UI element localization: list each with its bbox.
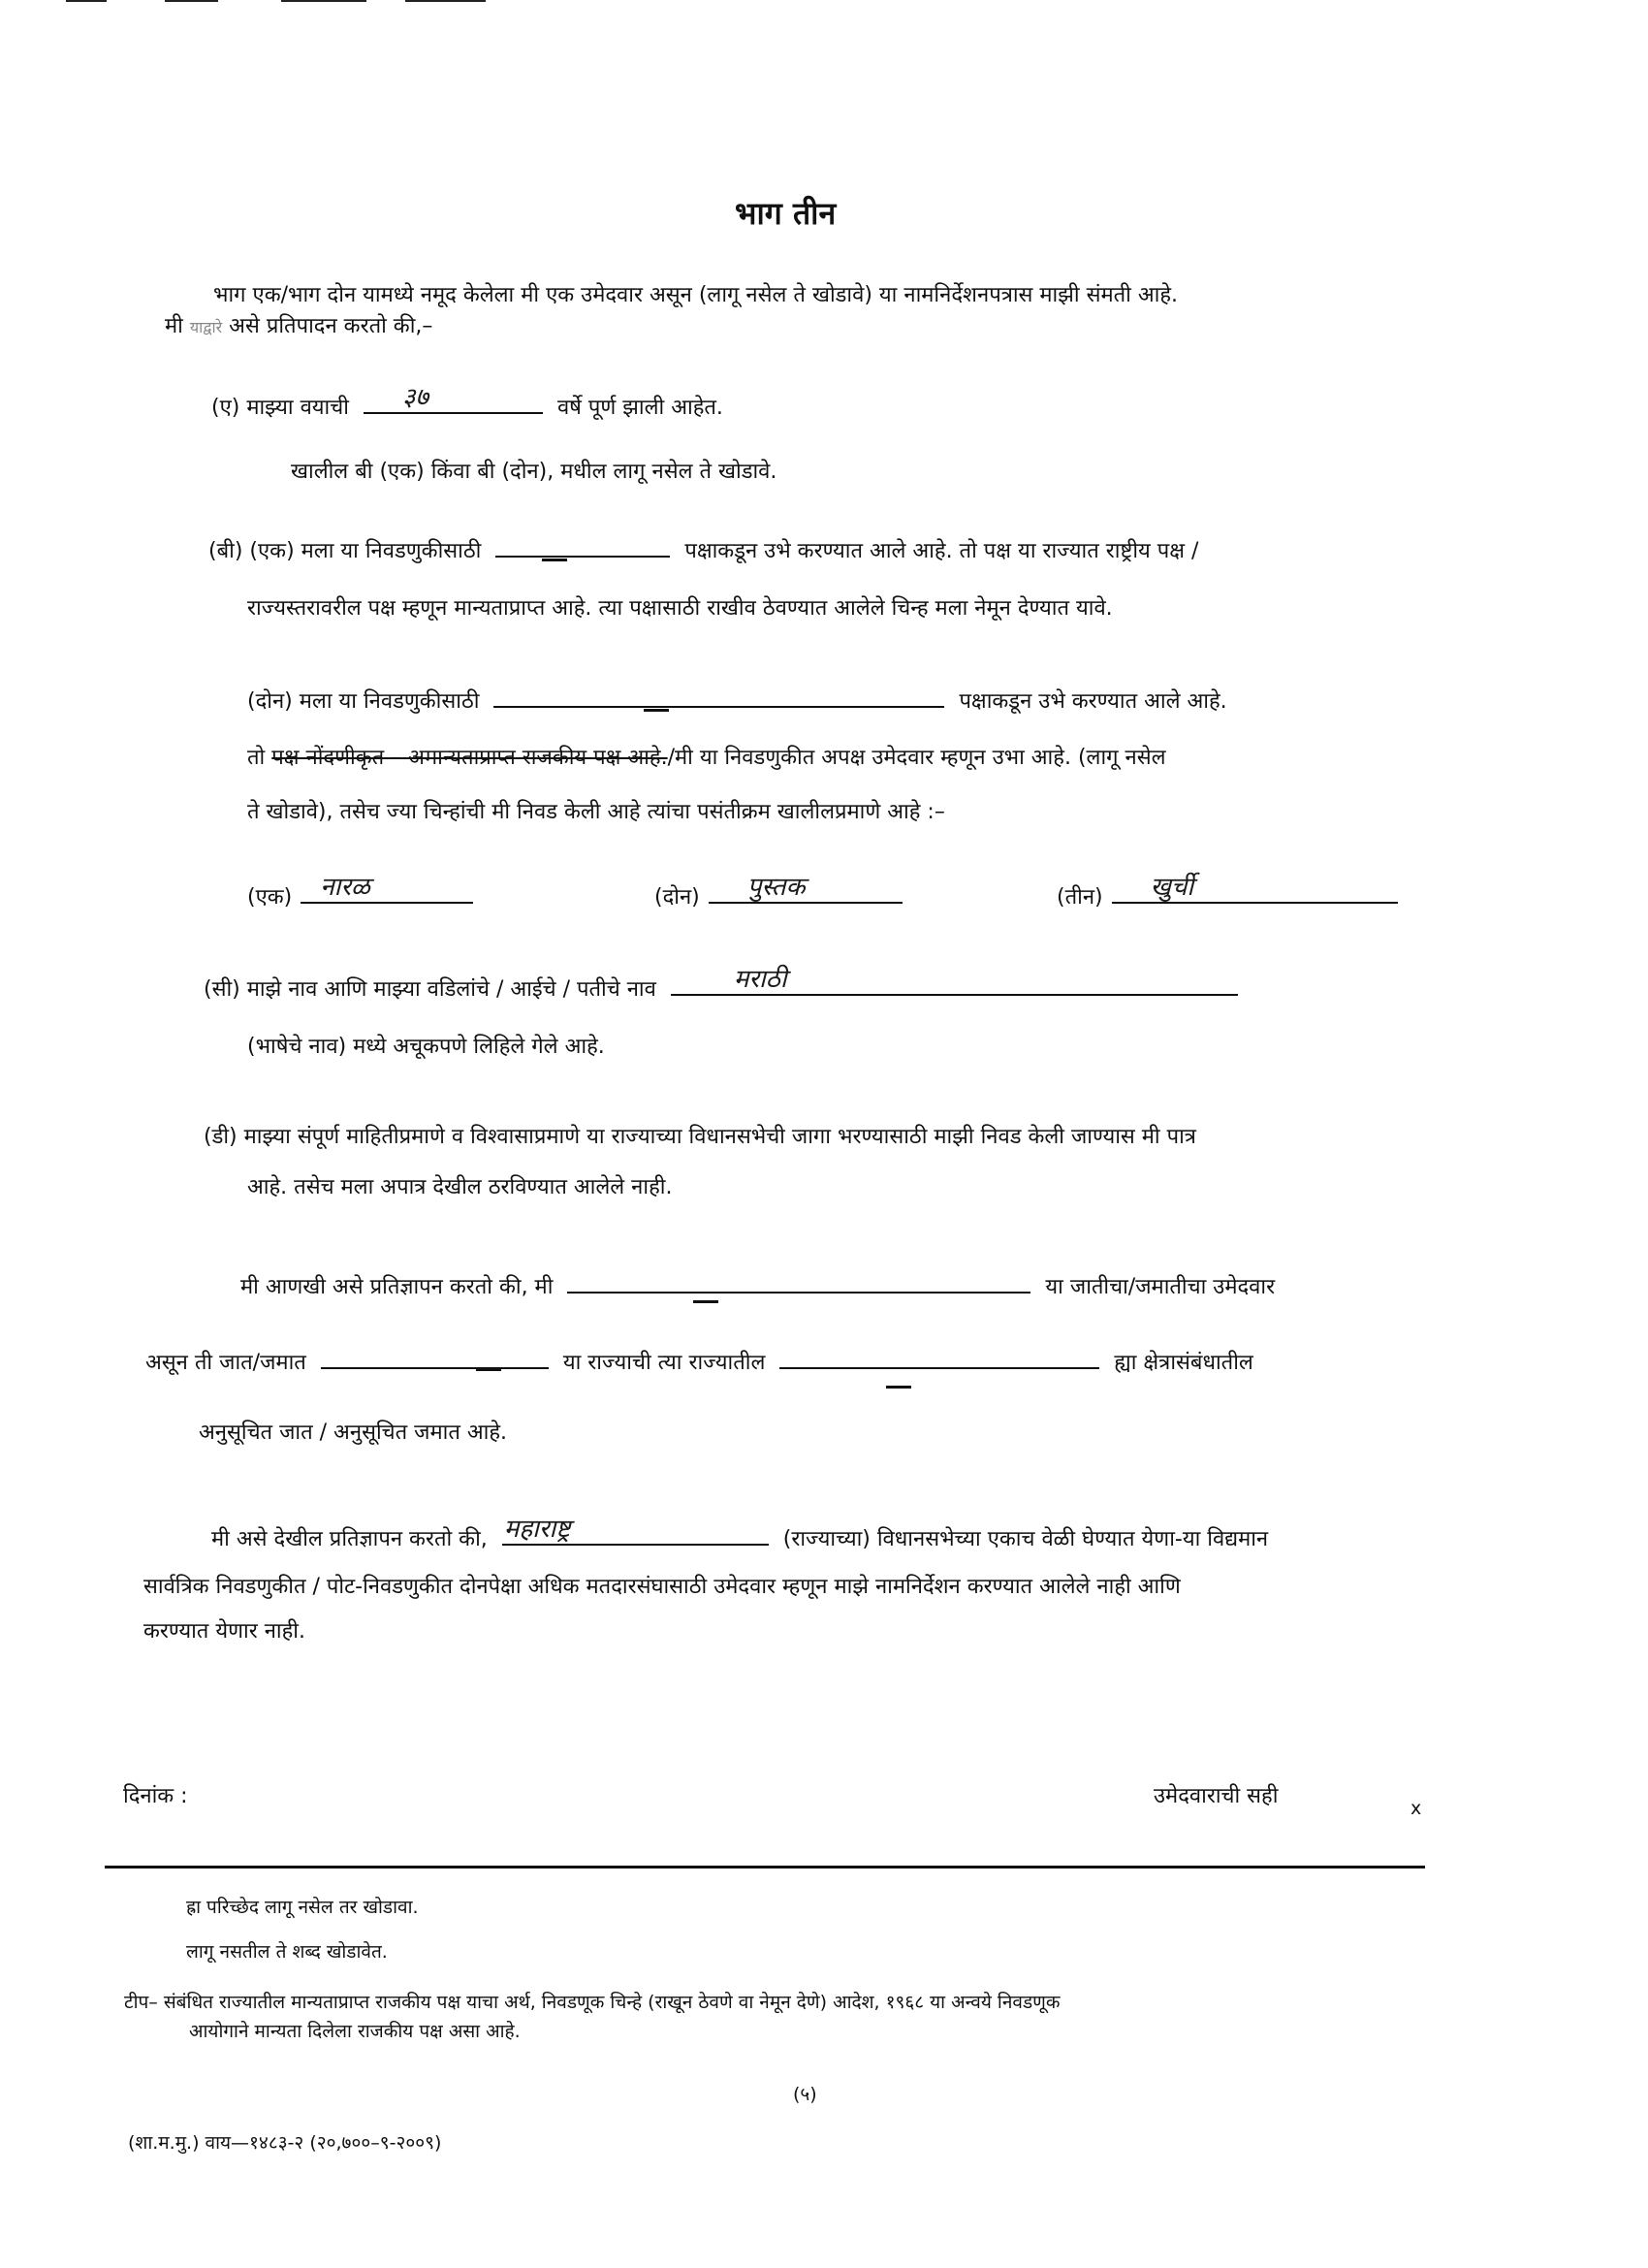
clause-b1-suffix: पक्षाकडून उभे करण्यात आले आहे. तो पक्ष या राज्यात राष्ट्रीय पक्ष / <box>684 539 1199 563</box>
caste-suffix: या जातीचा/जमातीचा उमेदवार <box>1045 1275 1276 1299</box>
age-field[interactable] <box>364 383 543 414</box>
state-field[interactable] <box>321 1348 549 1369</box>
clause-b2-suffix: पक्षाकडून उभे करण्यात आले आहे. <box>959 689 1227 714</box>
party-field-b2[interactable] <box>493 687 944 708</box>
symbol-3 <box>1057 873 1406 912</box>
symbol-2-label: (दोन) <box>654 885 700 910</box>
clause-d-line-2: आहे. तसेच मला अपात्र देखील ठरविण्यात आलेले नाही. <box>247 1175 673 1199</box>
declaration-suffix: (राज्याच्या) विधानसभेच्या एकाच वेळी घेण्यात येणा-या विद्यमान <box>782 1527 1269 1551</box>
struck-text: पक्ष नोंदणीकृत – अमान्यताप्राप्त राजकीय पक्ष आहे. <box>271 746 668 770</box>
caste-line-3: अनुसूचित जात / अनुसूचित जमात आहे. <box>199 1421 508 1445</box>
clause-b2-to: तो <box>247 746 266 770</box>
intro-smudge: याद्वारे <box>189 318 223 336</box>
date-label: दिनांक : <box>123 1784 188 1808</box>
pen-mark <box>644 709 669 712</box>
top-edge-rule <box>165 0 218 2</box>
symbol-1 <box>247 873 481 912</box>
footnote-2: लागू नसतील ते शब्द खोडावेत. <box>186 1941 388 1963</box>
clause-b2-line-1 <box>247 687 1227 717</box>
clause-b2-line-3: ते खोडावे), तसेच ज्या चिन्हांची मी निवड केली आहे त्यांचा पसंतीक्रम खालीलप्रमाणे आहे :– <box>247 800 945 824</box>
symbol-1-field[interactable] <box>301 873 473 904</box>
state-name-field[interactable] <box>502 1515 769 1546</box>
caste-line-2-mid: या राज्याची त्या राज्यातील <box>562 1351 766 1375</box>
symbol-1-label: (एक) <box>247 885 293 910</box>
clause-b1-line-1 <box>208 536 1198 566</box>
intro-rest: असे प्रतिपादन करतो की,– <box>229 314 433 338</box>
clause-b2-prefix: (दोन) मला या निवडणुकीसाठी <box>247 689 480 714</box>
intro-prefix: मी <box>165 314 183 338</box>
intro-line-2 <box>165 312 432 342</box>
clause-c-line-1 <box>204 965 1246 1005</box>
pen-mark <box>886 1386 911 1389</box>
pen-mark <box>542 559 567 561</box>
symbol-3-label: (तीन) <box>1057 885 1103 910</box>
signature-mark[interactable]: x <box>1410 1798 1422 1819</box>
clause-d-line-1: (डी) माझ्या संपूर्ण माहितीप्रमाणे व विश्वासाप्रमाणे या राज्याच्या विधानसभेची जागा भरण्यासाठी माझी निवड केली जाण्यास मी पात्र <box>204 1125 1196 1149</box>
caste-line-2 <box>145 1348 1253 1378</box>
clause-a-prefix: (ए) माझ्या वयाची <box>211 396 349 420</box>
intro-line-1: भाग एक/भाग दोन यामध्ये नमूद केलेला मी एक उमेदवार असून (लागू नसेल ते खोडावे) या नामनिर्देशनपत्रास माझी संमती आहे. <box>213 283 1178 307</box>
pen-mark <box>476 1368 501 1371</box>
clause-b1-prefix: (बी) (एक) मला या निवडणुकीसाठी <box>208 539 482 563</box>
clause-b2-rest: /मी या निवडणुकीत अपक्ष उमेदवार म्हणून उभा आहे. (लागू नसेल <box>667 746 1166 770</box>
symbol-2-field[interactable] <box>709 873 903 904</box>
page-number: (५) <box>793 2084 817 2105</box>
top-edge-rule <box>66 0 107 2</box>
print-code: (शा.म.मु.) वाय—१४८३-२ (२०,७००–९-२००९) <box>128 2132 442 2154</box>
symbol-3-field[interactable] <box>1112 873 1398 904</box>
clause-a <box>211 383 723 423</box>
clause-c-prefix: (सी) माझे नाव आणि माझ्या वडिलांचे / आईचे / पतीचे नाव <box>204 977 656 1002</box>
caste-line-2-prefix: असून ती जात/जमात <box>145 1351 306 1375</box>
age-value: ३७ <box>401 383 428 412</box>
candidate-signature-label: उमेदवाराची सही <box>1154 1784 1279 1808</box>
symbol-2-value: पुस्तक <box>746 873 806 902</box>
caste-line-1 <box>240 1272 1275 1302</box>
symbol-3-value: खुर्ची <box>1150 873 1194 902</box>
area-field[interactable] <box>779 1348 1099 1369</box>
caste-prefix: मी आणखी असे प्रतिज्ञापन करतो की, मी <box>240 1275 554 1299</box>
language-value: मराठी <box>733 965 787 994</box>
clause-c-line-2: (भाषेचे नाव) मध्ये अचूकपणे लिहिले गेले आहे. <box>247 1035 605 1059</box>
top-edge-rule <box>405 0 486 2</box>
clause-instruction: खालील बी (एक) किंवा बी (दोन), मधील लागू नसेल ते खोडावे. <box>291 460 777 484</box>
declaration-line-3: करण्यात येणार नाही. <box>143 1619 305 1644</box>
footnote-1: ह्रा परिच्छेद लागू नसेल तर खोडावा. <box>186 1897 419 1918</box>
page-title: भाग तीन <box>735 195 837 232</box>
clause-a-suffix: वर्षे पूर्ण झाली आहेत. <box>556 396 723 420</box>
caste-field[interactable] <box>567 1272 1030 1294</box>
language-field[interactable] <box>671 965 1238 996</box>
state-name-value: महाराष्ट्र <box>503 1515 571 1544</box>
footnote-divider <box>105 1866 1425 1869</box>
footnote-3-line-1: टीप– संबंधित राज्यातील मान्यताप्राप्त राजकीय पक्ष याचा अर्थ, निवडणूक चिन्हे (राखून ठेवणे वा नेमून देणे) आदेश, १९६८ या अन्वये निवडणूक <box>124 1992 1061 2013</box>
footnote-3-line-2: आयोगाने मान्यता दिलेला राजकीय पक्ष असा आहे. <box>189 2021 521 2042</box>
clause-b1-line-2: राज्यस्तरावरील पक्ष म्हणून मान्यताप्राप्त आहे. त्या पक्षासाठी राखीव ठेवण्यात आलेले चिन्ह मला नेमून देण्यात यावे. <box>247 596 1113 621</box>
declaration-line-2: सार्वत्रिक निवडणुकीत / पोट-निवडणुकीत दोनपेक्षा अधिक मतदारसंघासाठी उमेदवार म्हणून माझे नामनिर्देशन करण्यात आलेले नाही आणि <box>143 1575 1181 1599</box>
clause-b2-line-2 <box>247 744 1166 773</box>
declaration-line-1 <box>211 1515 1269 1554</box>
symbol-1-value: नारळ <box>320 873 370 902</box>
party-field-b1[interactable] <box>495 536 670 558</box>
top-edge-rule <box>281 0 366 2</box>
pen-mark <box>693 1300 718 1303</box>
caste-line-2-suffix: ह्या क्षेत्रासंबंधातील <box>1114 1351 1253 1375</box>
symbol-2 <box>654 873 910 912</box>
declaration-prefix: मी असे देखील प्रतिज्ञापन करतो की, <box>211 1527 488 1551</box>
